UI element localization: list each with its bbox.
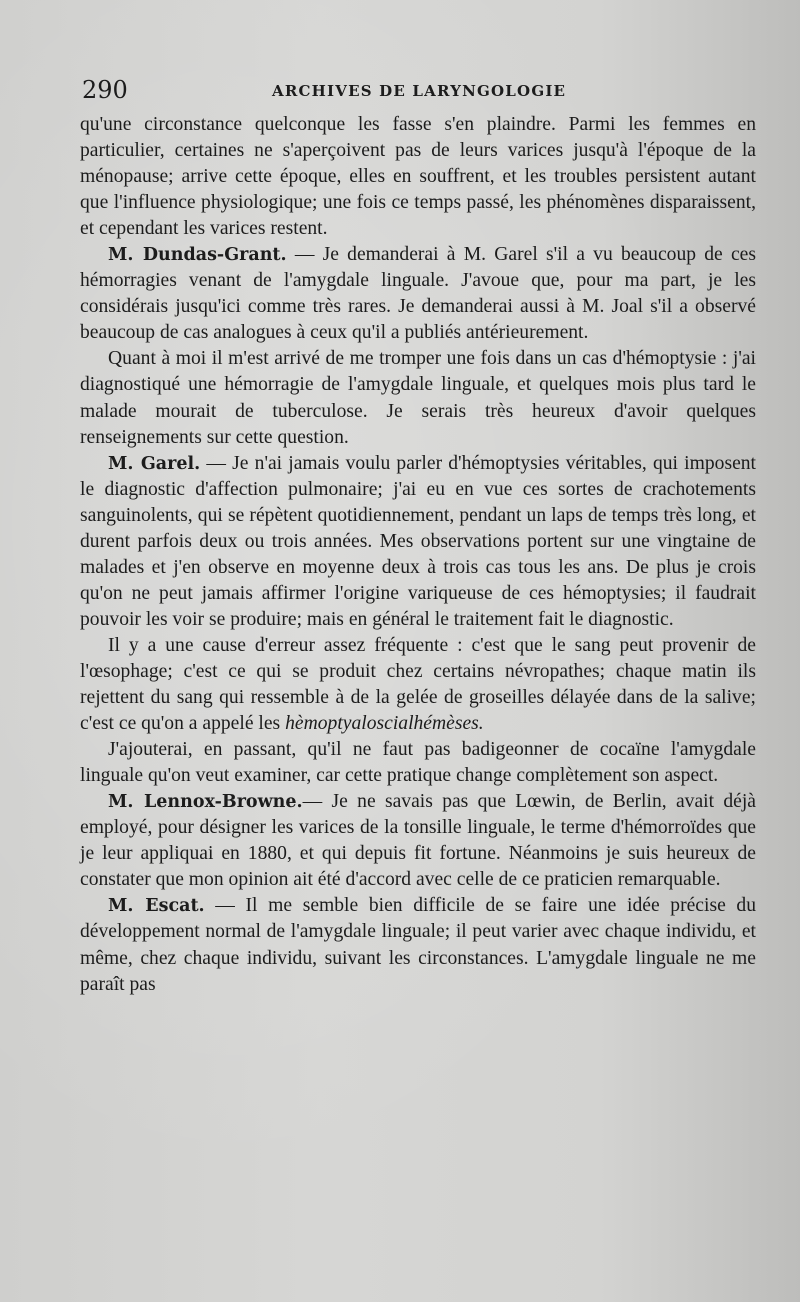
speaker-name: M. Garel. — [108, 453, 201, 474]
paragraph-6 — [80, 737, 756, 789]
paragraph-dundas-grant — [80, 242, 756, 346]
running-head — [82, 76, 752, 110]
speaker-name: M. Dundas-Grant. — [108, 245, 287, 266]
paragraph-text: — Il me semble bien difficile de se faire une idée précise du développement normal de l'amygdale linguale; il peut varier avec chaque individu, et même, chez chaque individu, suivant les circonstances. L'amygdale linguale ne me paraît pas — [80, 895, 756, 995]
paragraph-1-text: qu'une circonstance quelconque les fasse s'en plaindre. Parmi les femmes en particulier, certaines ne s'aperçoivent pas de leurs varices jusqu'à l'époque de la ménopause; arrive cette époque, elles en souffrent, et les troubles persistent autant que l'influence physiologique; une fois ce temps passé, les phénomènes disparaissent, et cependant les varices restent. — [80, 114, 756, 240]
paragraph-garel — [80, 451, 756, 633]
paragraph-text: — Je n'ai jamais voulu parler d'hémoptysies véritables, qui imposent le diagnostic d'affection pulmonaire; j'ai eu en vue ces sortes de crachotements sanguinolents, qui se répètent quotidiennement, pendant un laps de temps très long, et durent parfois deux ou trois années. Mes observations portent sur une vingtaine de malades et j'en observe en moyenne deux à trois cas tous les ans. De plus je crois qu'on ne peut jamais affirmer l'origine variqueuse de ces hémoptysies; il faudrait pouvoir les voir se produire; mais en général le traitement fait le diagnostic. — [80, 452, 757, 630]
paragraph-1 — [80, 112, 756, 242]
paragraph-3 — [80, 346, 756, 450]
speaker-name: M. Lennox-Browne. — [108, 792, 303, 813]
body-text — [80, 112, 756, 998]
paragraph-lennox-browne — [80, 789, 756, 893]
journal-title: ARCHIVES DE LARYNGOLOGIE — [272, 82, 567, 100]
paragraph-text: — Je demanderai à M. Garel s'il a vu beaucoup de ces hémorragies venant de l'amygdale linguale. J'avoue que, pour ma part, je les considérais jusqu'ici comme très rares. Je demanderai aussi à M. Joal s'il a observé beaucoup de cas analogues à ceux qu'il a publiés antérieurement. — [80, 244, 756, 344]
paragraph-5 — [80, 633, 756, 737]
paragraph-escat — [80, 893, 756, 997]
paragraph-6-text: J'ajouterai, en passant, qu'il ne faut pas badigeonner de cocaïne l'amygdale linguale qu'on veut examiner, car cette pratique change complètement son aspect. — [80, 739, 756, 787]
paragraph-text: — Je ne savais pas que Lœwin, de Berlin, avait déjà employé, pour désigner les varices de la tonsille linguale, le terme d'hémorroïdes que je leur appliquai en 1880, et qui depuis fit fortune. Néanmoins je suis heureux de constater que mon opinion ait été d'accord avec celle de ce praticien remarquable. — [80, 791, 756, 891]
page-number: 290 — [82, 76, 128, 104]
speaker-name: M. Escat. — [108, 896, 205, 917]
paragraph-5-text: Il y a une cause d'erreur assez fréquente : c'est que le sang peut provenir de l'œsophage; c'est ce qui se produit chez certains névropathes; chaque matin ils rejettent du sang qui ressemble à de la gelée de groseilles délayée dans de la salive; c'est ce qu'on a appelé les — [80, 634, 756, 735]
italic-term: hèmoptyaloscialhémèses. — [285, 713, 484, 735]
paragraph-3-text: Quant à moi il m'est arrivé de me tromper une fois dans un cas d'hémoptysie : j'ai diagnostiqué une hémorragie de l'amygdale linguale, et quelques mois plus tard le malade mourait de tuberculose. Je serais très heureux d'avoir quelques renseignements sur cette question. — [80, 348, 756, 448]
